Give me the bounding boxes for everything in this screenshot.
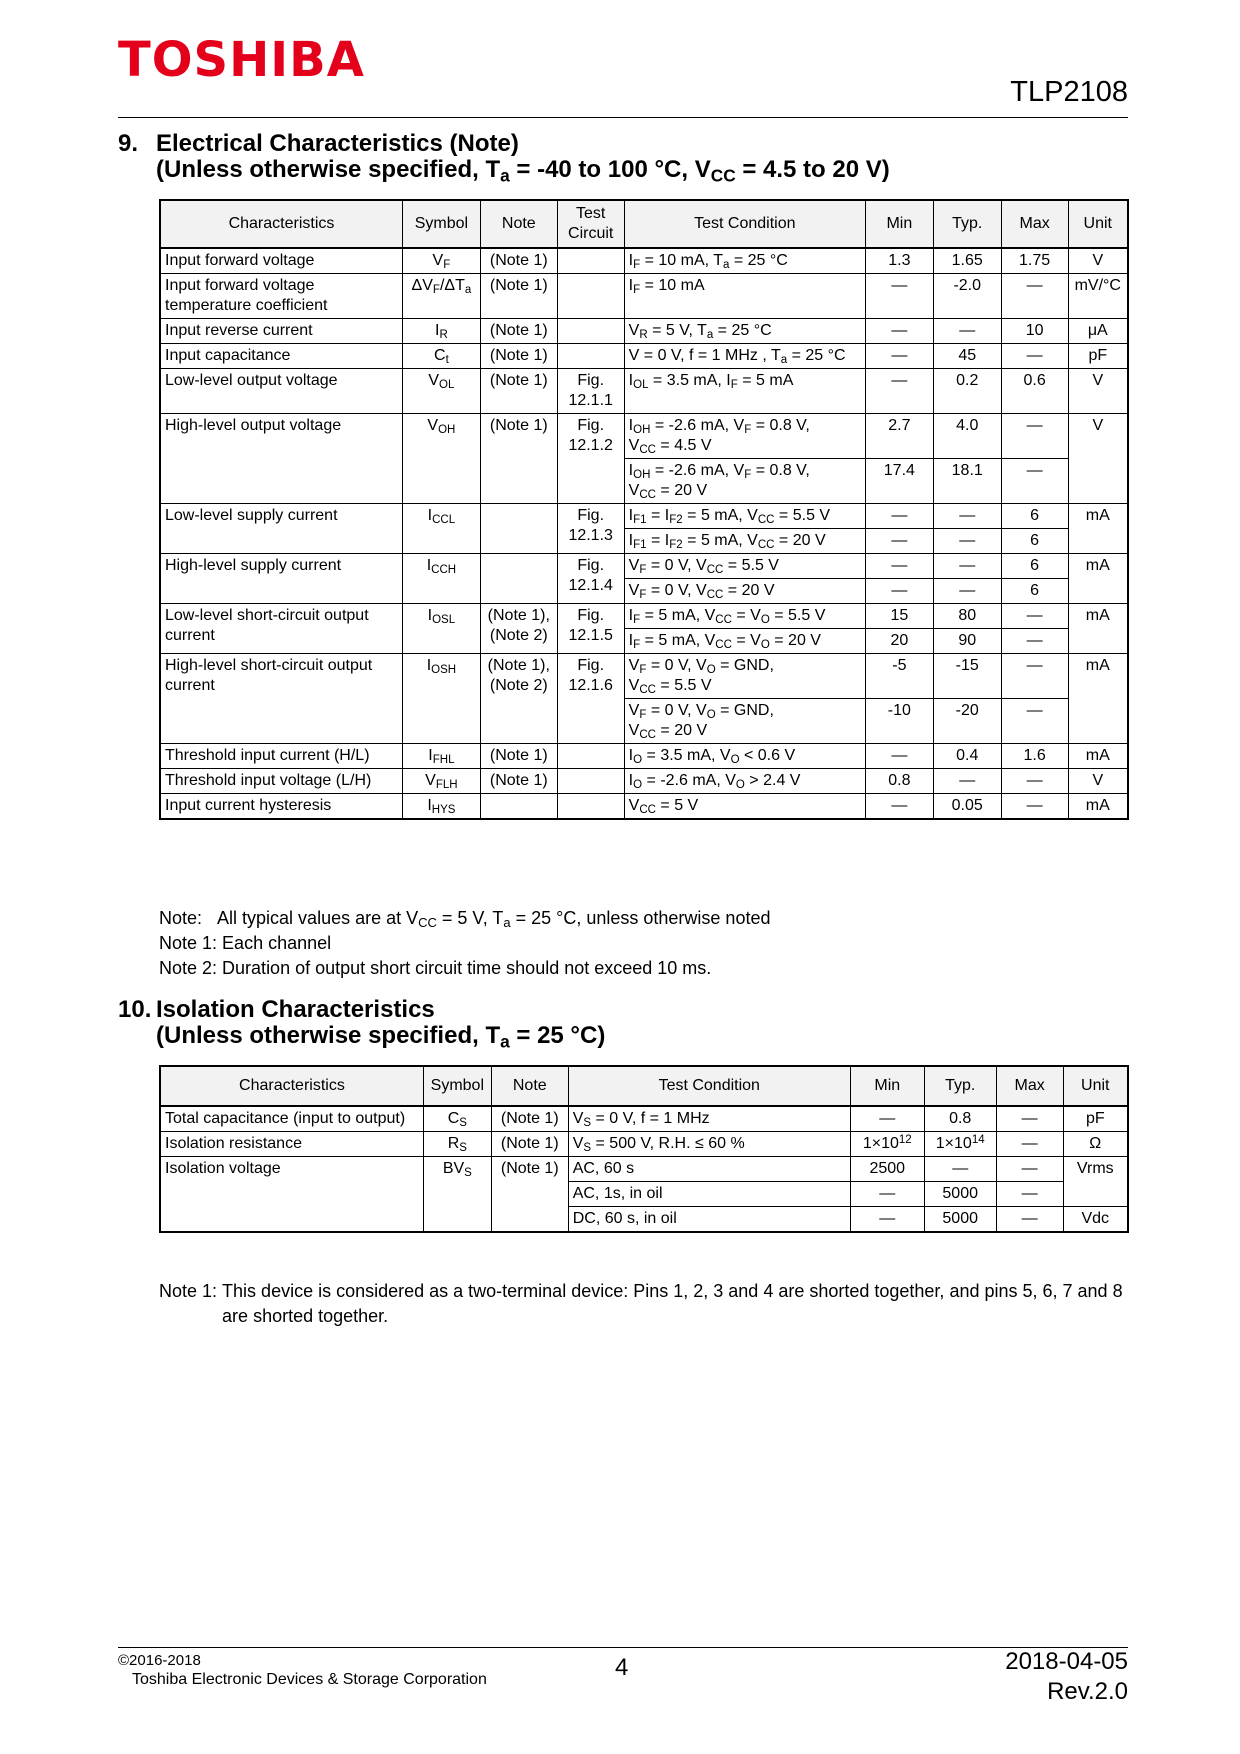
table-row: Low-level output voltage $V_{OL}$ (Note 1) Fig. 12.1.1 $I_{OL} = 3.5$ mA, $I_F = 5$ mA — 0.2 0.6 V xyxy=(160,369,1128,414)
footer-divider xyxy=(118,1647,1128,1648)
table-row: Total capacitance (input to output) $C_S$ (Note 1) $V_S = 0$ V, f = 1 MHz — 0.8 — pF xyxy=(160,1106,1128,1132)
table-row: Threshold input voltage (L/H) $V_{FLH}$ (Note 1) $I_O = -2.6$ mA, $V_O > 2.4$ V 0.8 — — V xyxy=(160,769,1128,794)
column-header: Min xyxy=(865,200,933,248)
column-header: Min xyxy=(850,1066,924,1106)
section-10-notes xyxy=(159,1279,1129,1329)
column-header: Test Condition xyxy=(568,1066,850,1106)
section-9-notes xyxy=(159,906,1129,981)
column-header: Note xyxy=(480,200,557,248)
table-row: High-level supply current $I_{CCH}$ Fig. 12.1.4 $V_F = 0$ V, $V_{CC} = 5.5$ V — — 6 mA xyxy=(160,554,1128,579)
section-10-condition: (Unless otherwise specified, $T_a = 25$ °C) xyxy=(156,1022,606,1052)
column-header: Characteristics xyxy=(160,200,402,248)
doc-revision: Rev.2.0 xyxy=(1047,1678,1128,1705)
table-row: Threshold input current (H/L) $I_{FHL}$ (Note 1) $I_O = 3.5$ mA, $V_O < 0.6$ V — 0.4 1.6 mA xyxy=(160,744,1128,769)
note-2: Note 2: Duration of output short circuit time should not exceed 10 ms. xyxy=(159,958,712,978)
table-row: Input capacitance $C_t$ (Note 1) V = 0 V, f = 1 MHz , $T_a = 25$ °C — 45 — pF xyxy=(160,344,1128,369)
part-number: TLP2108 xyxy=(1010,76,1128,108)
table-row: $I_{F1} = I_{F2} = 5$ mA, $V_{CC} = 20$ V — — 6 xyxy=(160,529,1128,554)
table-row: Isolation resistance $R_S$ (Note 1) $V_S = 500$ V, R.H. ≤ 60 % $1\times 10^{12}$ $1\times 10^{14}$ — Ω xyxy=(160,1132,1128,1157)
column-header: Max xyxy=(1001,200,1068,248)
section-9-condition: (Unless otherwise specified, $T_a = -40$ to 100 °C, $V_{CC} = 4.5$ to 20 V) xyxy=(156,156,890,186)
table-row: High-level short-circuit output current $I_{OSH}$ (Note 1), (Note 2) Fig. 12.1.6 $V_F = 0$ V, $V_O$ = GND, $V_{CC} = 5.5$ V -5 -15 — mA xyxy=(160,654,1128,699)
column-header: Unit xyxy=(1068,200,1128,248)
doc-date: 2018-04-05 xyxy=(1005,1648,1128,1675)
column-header: Typ. xyxy=(924,1066,996,1106)
table-header-row xyxy=(160,200,1128,248)
table-row: $I_F = 5$ mA, $V_{CC} = V_O = 20$ V 20 90 — xyxy=(160,629,1128,654)
section-9-heading: 9. Electrical Characteristics (Note) (Unless otherwise specified, $T_a = -40$ to 100 °C, $V_{CC} = 4.5$ to 20 V) xyxy=(118,130,890,186)
column-header: Note xyxy=(491,1066,568,1106)
column-header: Max xyxy=(996,1066,1063,1106)
table-row: $I_{OH} = -2.6$ mA, $V_F = 0.8$ V, $V_{CC} = 20$ V 17.4 18.1 — xyxy=(160,459,1128,504)
note-1: Note 1: This device is considered as a two-terminal device: Pins 1, 2, 3 and 4 are shorted together, and pins 5, 6, 7 and 8 are shorted together. xyxy=(159,1281,1123,1326)
column-header: Typ. xyxy=(933,200,1001,248)
table-row: $V_F = 0$ V, $V_{CC} = 20$ V — — 6 xyxy=(160,579,1128,604)
company-name: Toshiba Electronic Devices & Storage Corporation xyxy=(132,1671,487,1688)
section-10-title: Isolation Characteristics xyxy=(156,996,435,1023)
electrical-characteristics-table xyxy=(159,199,1129,820)
table-row: Isolation voltage $BV_S$ (Note 1) AC, 60 s 2500 — — Vrms xyxy=(160,1157,1128,1182)
column-header: Characteristics xyxy=(160,1066,423,1106)
note-1: Note 1: Each channel xyxy=(159,933,332,953)
table-row: DC, 60 s, in oil — 5000 — Vdc xyxy=(160,1207,1128,1233)
table-row: Input forward voltage $V_F$ (Note 1) $I_F = 10$ mA, $T_a = 25$ °C 1.3 1.65 1.75 V xyxy=(160,248,1128,274)
copyright: ©2016-2018 xyxy=(118,1652,201,1669)
table-row: Low-level short-circuit output current $I_{OSL}$ (Note 1), (Note 2) Fig. 12.1.5 $I_F = 5$ mA, $V_{CC} = V_O = 5.5$ V 15 80 — mA xyxy=(160,604,1128,629)
header-divider xyxy=(118,117,1128,118)
table-row: Low-level supply current $I_{CCL}$ Fig. 12.1.3 $I_{F1} = I_{F2} = 5$ mA, $V_{CC} = 5.5$ V — — 6 mA xyxy=(160,504,1128,529)
table-row: $V_F = 0$ V, $V_O$ = GND, $V_{CC} = 20$ V -10 -20 — xyxy=(160,699,1128,744)
column-header: Unit xyxy=(1063,1066,1128,1106)
isolation-characteristics-table xyxy=(159,1065,1129,1233)
table-row: High-level output voltage $V_{OH}$ (Note 1) Fig. 12.1.2 $I_{OH} = -2.6$ mA, $V_F = 0.8$ V, $V_{CC} = 4.5$ V 2.7 4.0 — V xyxy=(160,414,1128,459)
column-header: Symbol xyxy=(423,1066,491,1106)
section-9-title: Electrical Characteristics (Note) xyxy=(156,130,519,157)
column-header: Test Circuit xyxy=(557,200,624,248)
table-row: AC, 1s, in oil — 5000 — xyxy=(160,1182,1128,1207)
column-header: Test Condition xyxy=(624,200,865,248)
toshiba-logo: TOSHIBA xyxy=(118,32,365,88)
section-10-heading: 10. Isolation Characteristics (Unless otherwise specified, $T_a = 25$ °C) xyxy=(118,996,606,1052)
column-header: Symbol xyxy=(402,200,480,248)
table-row: Input current hysteresis $I_{HYS}$ $V_{CC} = 5$ V — 0.05 — mA xyxy=(160,794,1128,820)
table-row: Input forward voltage temperature coefficient $\Delta V_F/\Delta T_a$ (Note 1) $I_F = 10$ mA — -2.0 — mV/°C xyxy=(160,274,1128,319)
table-row: Input reverse current $I_R$ (Note 1) $V_R = 5$ V, $T_a = 25$ °C — — 10 μA xyxy=(160,319,1128,344)
page-number: 4 xyxy=(615,1654,629,1681)
note-general: Note: All typical values are at $V_{CC} = 5$ V, $T_a = 25$ °C, unless otherwise noted xyxy=(159,908,771,931)
table-header-row xyxy=(160,1066,1128,1106)
